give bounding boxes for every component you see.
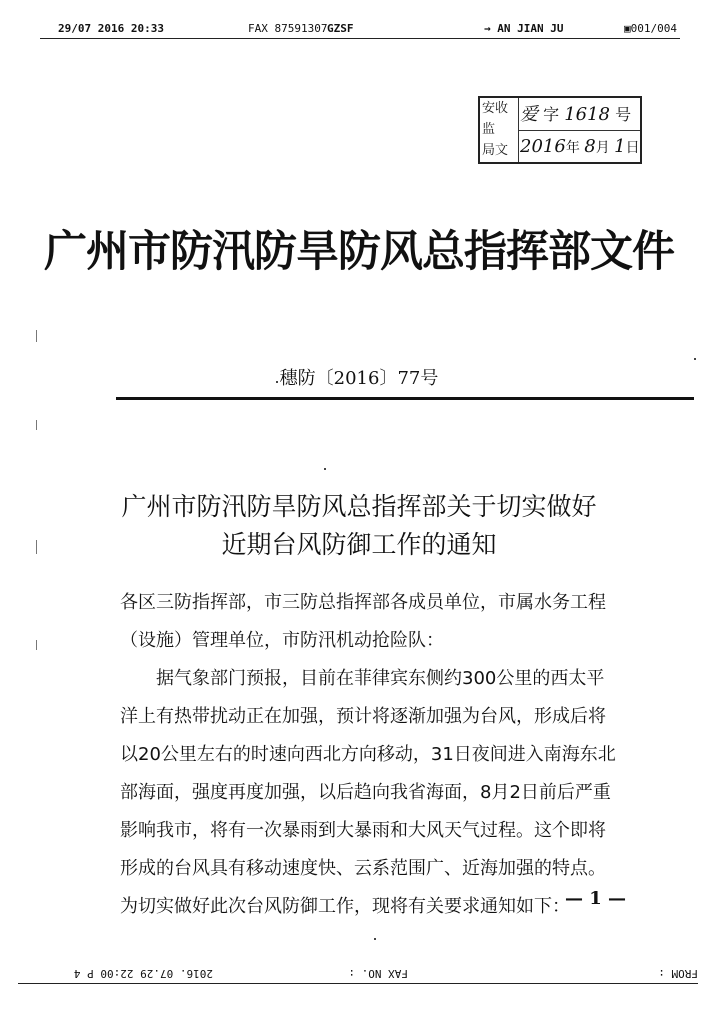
stamp-month-unit: 月	[595, 140, 610, 156]
notice-title	[0, 488, 718, 564]
stamp-day: 1	[614, 136, 626, 157]
stamp-label: 局文	[482, 143, 509, 158]
stamp-year-unit: 年	[565, 140, 580, 156]
fax-number: FAX 87591307	[248, 22, 328, 35]
stamp-date	[520, 136, 640, 157]
scan-mark	[36, 640, 37, 650]
fax-footer	[0, 960, 718, 984]
notice-title-line1: 广州市防汛防旱防风总指挥部关于切实做好	[121, 492, 597, 521]
scan-mark	[36, 330, 37, 342]
stamp-ref-char: 字	[543, 105, 560, 124]
notice-title-line2: 近期台风防御工作的通知	[221, 530, 497, 559]
stamp-ref-prefix: 爱	[520, 104, 538, 125]
fax-header	[0, 18, 718, 40]
stamp-month: 8	[584, 136, 596, 157]
fax-footer-time: 2016. 07.29 22:00 P 4	[73, 967, 213, 980]
fax-destination: → AN JIAN JU	[484, 22, 564, 35]
body-paragraph: 据气象部门预报，目前在菲律宾东侧约300公里的西太平洋上有热带扰动正在加强，预计将逐渐加强为台风，形成后将以20公里左右的时速向西北方向移动，31日夜间进入南海东北部海面，强度再度加强，以后趋向我省海面，8月2日前后严重影响我市，将有一次暴雨到大暴雨和大风天气过程。这个即将形成的台风具有移动速度快、云系范围广、近海加强的特点。为切实做好此次台风防御工作，现将有关要求通知如下：	[120, 668, 616, 917]
addressee: 各区三防指挥部，市三防总指挥部各成员单位，市属水务工程（设施）管理单位，市防汛机动抢险队：	[120, 592, 606, 651]
scan-speck	[324, 468, 326, 470]
scan-mark	[36, 420, 37, 430]
header-divider	[116, 397, 694, 400]
page-number: — 1 —	[565, 888, 627, 909]
stamp-label: 监	[482, 122, 496, 137]
receipt-stamp	[478, 96, 642, 164]
issuer-title: 广州市防汛防旱防风总指挥部文件	[44, 227, 674, 277]
stamp-ref-suffix: 号	[615, 105, 632, 124]
fax-number-label: FAX NO. :	[348, 967, 408, 980]
stamp-label: 安收	[482, 101, 509, 116]
stamp-divider	[518, 130, 640, 131]
stamp-reference	[520, 100, 631, 126]
scan-speck	[276, 381, 278, 383]
stamp-labels	[482, 98, 518, 162]
fax-header-rule	[40, 38, 680, 39]
scan-mark	[36, 540, 37, 554]
fax-icon: ▣	[624, 22, 631, 35]
document-body	[120, 584, 620, 926]
scan-speck	[694, 358, 696, 360]
doc-number: 穗防〔2016〕77号	[279, 368, 439, 389]
stamp-year: 2016	[520, 136, 566, 157]
fax-sender: GZSF	[327, 22, 354, 35]
scan-speck	[374, 938, 376, 940]
fax-time: 29/07 2016 20:33	[58, 22, 164, 35]
fax-from-label: FROM :	[658, 967, 698, 980]
stamp-ref-number: 1618	[564, 104, 611, 125]
fax-footer-rule	[18, 983, 698, 984]
fax-page: ▣001/004	[624, 22, 677, 35]
stamp-day-unit: 日	[625, 140, 640, 156]
